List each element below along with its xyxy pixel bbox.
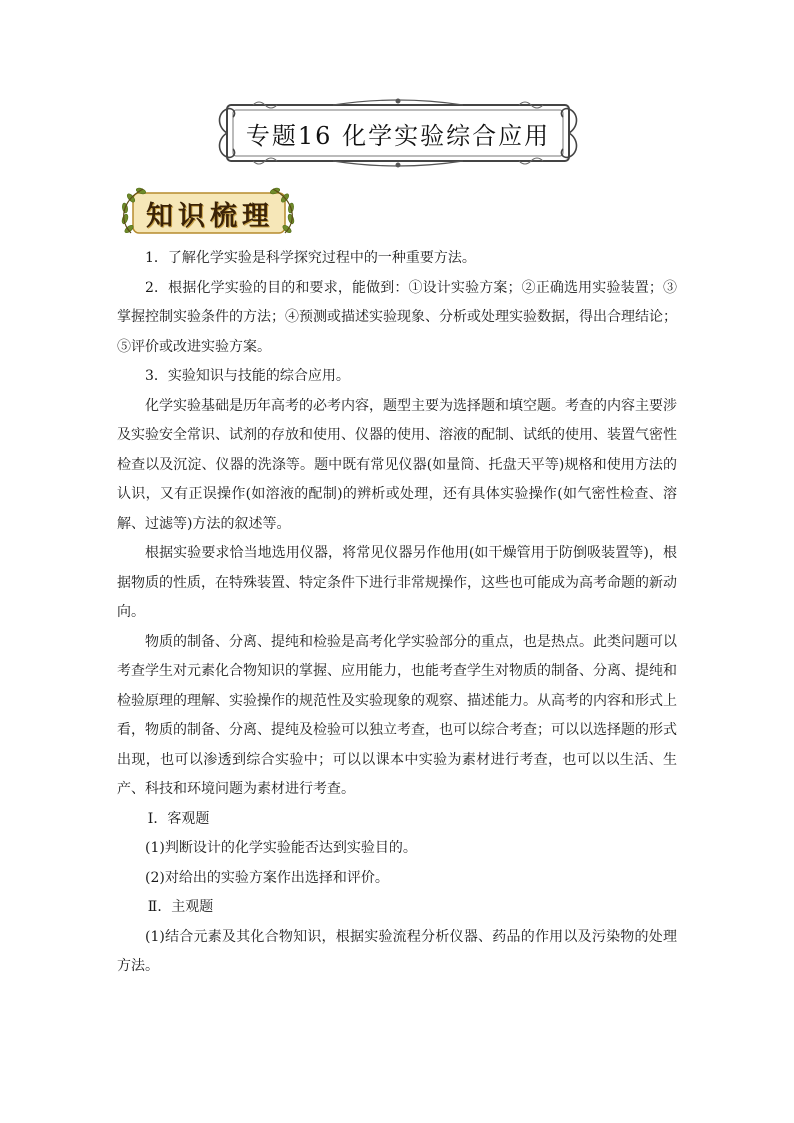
subheading-subjective: Ⅱ．主观题 [147, 899, 214, 915]
page-title: 专题16 化学实验综合应用 [245, 121, 551, 150]
document-body [117, 244, 677, 982]
paragraph: 1．了解化学实验是科学探究过程中的一种重要方法。 [145, 250, 476, 266]
subheading-objective: Ⅰ．客观题 [147, 810, 210, 827]
paragraph: 根据实验要求恰当地选用仪器，将常见仪器另作他用(如干燥管用于防倒吸装置等)，根据物质的性质，在特殊装置、特定条件下进行非常规操作，这些也可能成为高考命题的新动向。 [117, 545, 677, 620]
section-badge [117, 183, 299, 241]
paragraph: 化学实验基础是历年高考的必考内容，题型主要为选择题和填空题。考查的内容主要涉及实验安全常识、试剂的存放和使用、仪器的使用、溶液的配制、试纸的使用、装置气密性检查以及沉淀、仪器的洗涤等。题中既有常见仪器(如量筒、托盘天平等)规格和使用方法的认识，又有正误操作(如溶液的配制)的辨析或处理，还有具体实验操作(如气密性检查、溶解、过滤等)方法的叙述等。 [117, 397, 677, 532]
paragraph: 物质的制备、分离、提纯和检验是高考化学实验部分的重点，也是热点。此类问题可以考查学生对元素化合物知识的掌握、应用能力，也能考查学生对物质的制备、分离、提纯和检验原理的理解、实验操作的规范性及实验现象的观察、描述能力。从高考的内容和形式上看，物质的制备、分离、提纯及检验可以独立考查，也可以综合考查；可以以选择题的形式出现，也可以渗透到综合实验中；可以以课本中实验为素材进行考查，也可以以生活、生产、科技和环境问题为素材进行考查。 [117, 633, 677, 797]
list-item: (1)判断设计的化学实验能否达到实验目的。 [145, 840, 417, 856]
paragraph: 2．根据化学实验的目的和要求，能做到：①设计实验方案；②正确选用实验装置；③掌握控制实验条件的方法；④预测或描述实验现象、分析或处理实验数据，得出合理结论；⑤评价或改进实验方案。 [117, 279, 677, 355]
list-item: (1)结合元素及其化合物知识，根据实验流程分析仪器、药品的作用以及污染物的处理方法。 [117, 928, 677, 974]
title-banner [213, 97, 583, 169]
list-item: (2)对给出的实验方案作出选择和评价。 [145, 869, 389, 886]
section-badge-label: 知识梳理 [146, 200, 274, 232]
paragraph: 3．实验知识与技能的综合应用。 [145, 368, 350, 384]
